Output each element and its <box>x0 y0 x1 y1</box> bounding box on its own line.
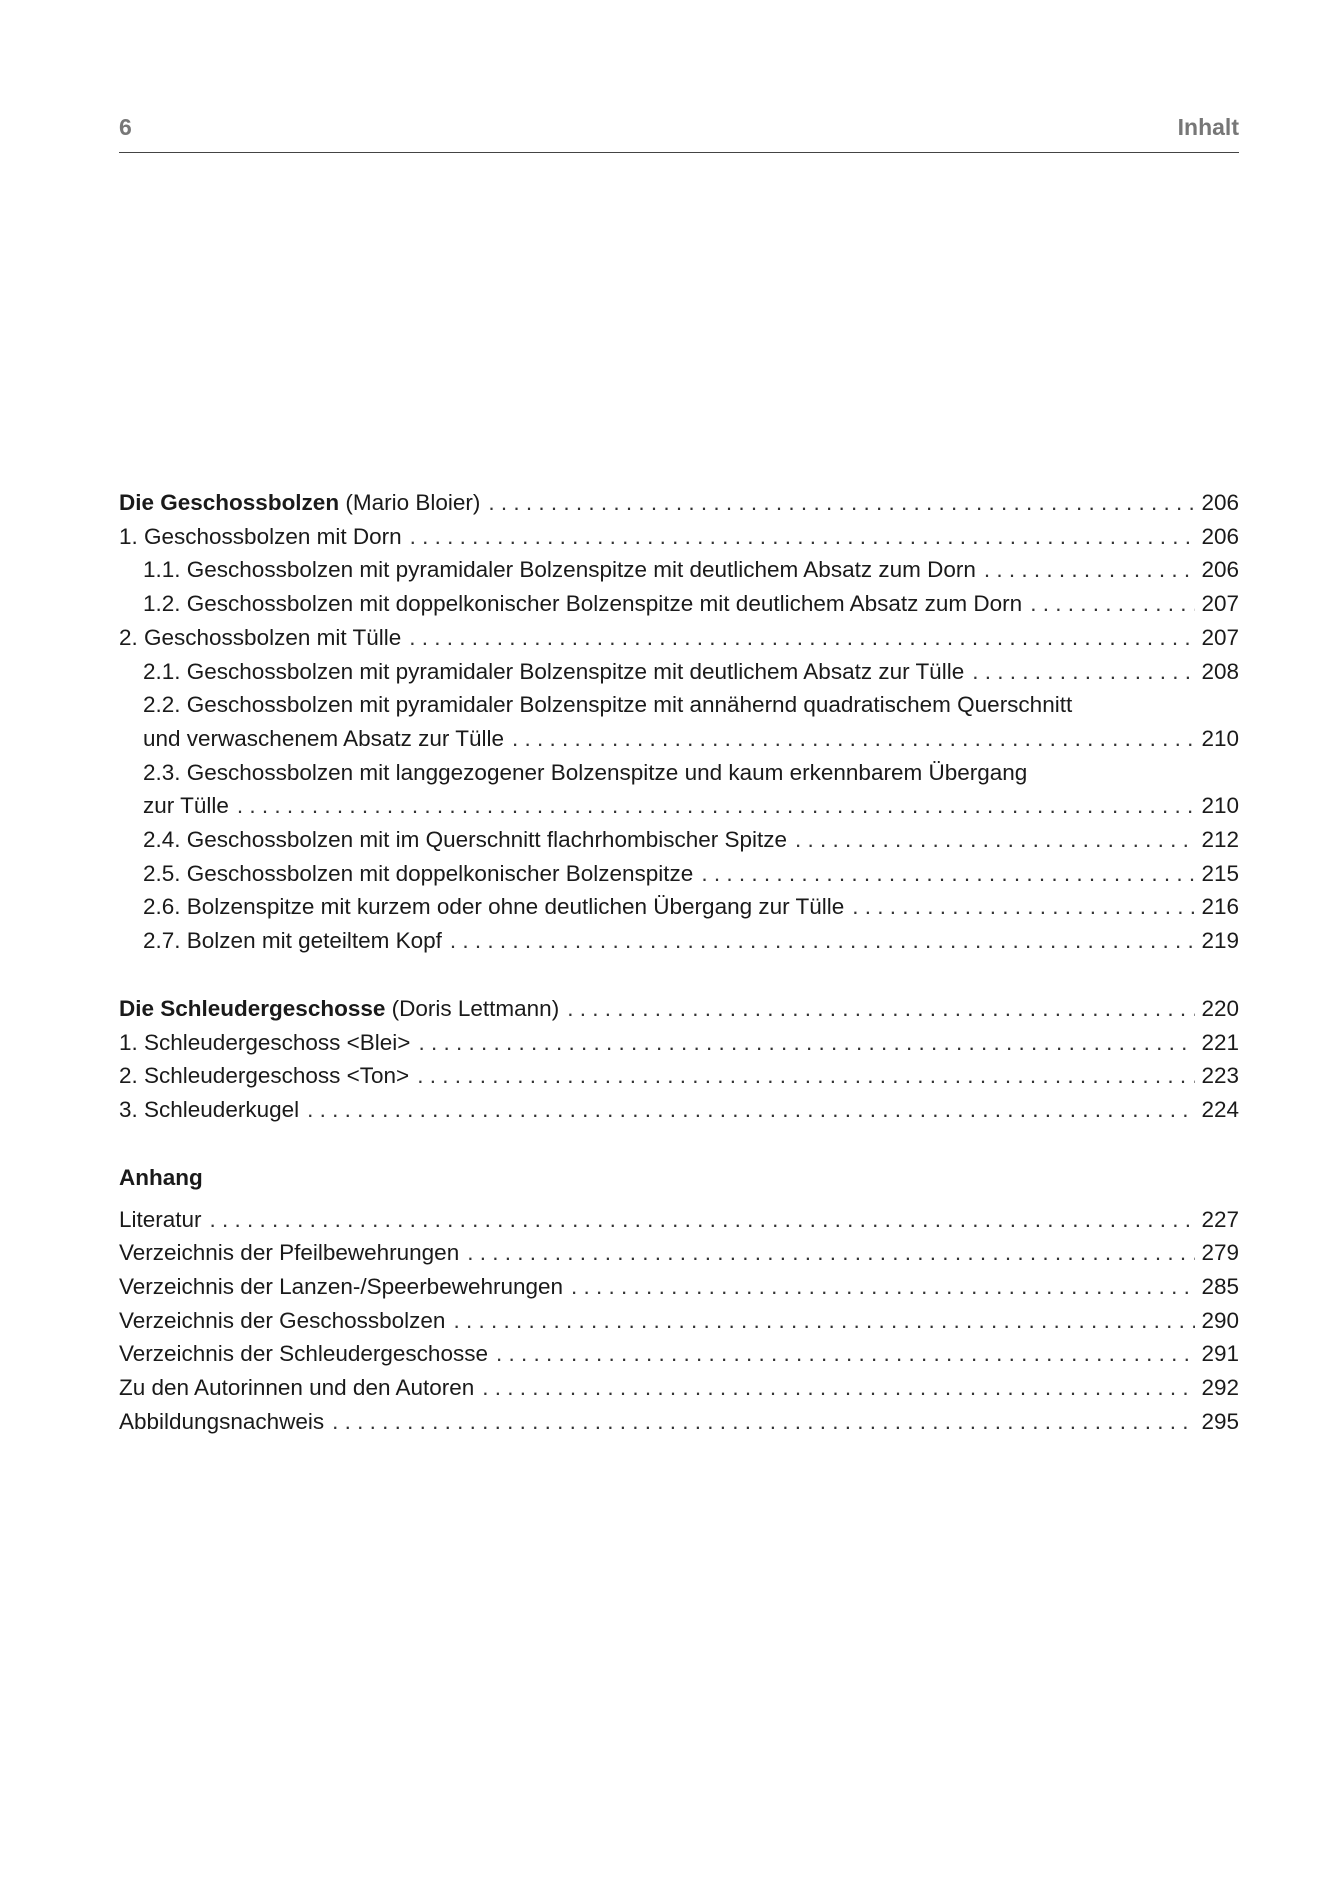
toc-entry <box>119 1203 1239 1237</box>
page-ref: 227 <box>1201 1206 1239 1232</box>
page-ref: 206 <box>1201 557 1239 583</box>
section-title: Die Schleudergeschosse <box>119 995 386 1021</box>
entry-title: Zu den Autorinnen und den Autoren <box>119 1375 475 1401</box>
header-rule <box>119 152 1239 153</box>
toc-subentry <box>119 823 1239 857</box>
leader-dots <box>567 992 1195 1026</box>
section-spacer <box>119 958 1239 992</box>
toc-subentry <box>119 890 1239 924</box>
entry-title: 2.5. Geschossbolzen mit doppelkonischer Bolzenspitze <box>143 860 694 886</box>
toc-subentry <box>119 553 1239 587</box>
leader-dots <box>972 655 1195 689</box>
leader-dots <box>488 486 1195 520</box>
toc-entry <box>119 1405 1239 1439</box>
entry-title: 1. Schleudergeschoss <Blei> <box>119 1029 411 1055</box>
leader-dots <box>210 1203 1196 1237</box>
page-ref: 220 <box>1201 995 1239 1021</box>
entry-title: 3. Schleuderkugel <box>119 1096 300 1122</box>
leader-dots <box>409 621 1195 655</box>
entry-title: 1.2. Geschossbolzen mit doppelkonischer Bolzenspitze mit deutlichem Absatz zum Dorn <box>143 591 1023 617</box>
toc-subentry <box>119 857 1239 891</box>
entry-title: Abbildungsnachweis <box>119 1408 325 1434</box>
toc-section-geschossbolzen <box>119 486 1239 520</box>
leader-dots <box>512 722 1195 756</box>
entry-title: Verzeichnis der Lanzen-/Speerbewehrungen <box>119 1274 564 1300</box>
page-ref: 219 <box>1201 928 1239 954</box>
page-ref: 292 <box>1201 1375 1239 1401</box>
toc-entry <box>119 1236 1239 1270</box>
leader-dots <box>237 789 1196 823</box>
toc-entry <box>119 1026 1239 1060</box>
entry-title-line1: 2.3. Geschossbolzen mit langgezogener Bolzenspitze und kaum erkennbarem Übergang <box>143 759 1028 785</box>
entry-title: 2.6. Bolzenspitze mit kurzem oder ohne deutlichen Übergang zur Tülle <box>143 894 845 920</box>
page-ref: 210 <box>1201 725 1239 751</box>
section-author: (Mario Bloier) <box>345 490 481 515</box>
toc-subentry <box>119 587 1239 621</box>
toc-entry <box>119 1059 1239 1093</box>
toc-subentry <box>119 722 1239 756</box>
anhang-title: Anhang <box>119 1164 203 1190</box>
page-ref: 223 <box>1201 1063 1239 1089</box>
running-head-label: Inhalt <box>1177 114 1239 140</box>
leader-dots <box>701 857 1195 891</box>
entry-title: 2. Geschossbolzen mit Tülle <box>119 624 402 650</box>
leader-dots <box>307 1093 1195 1127</box>
page-ref: 285 <box>1201 1274 1239 1300</box>
page-ref: 210 <box>1201 793 1239 819</box>
page-ref: 215 <box>1201 860 1239 886</box>
running-head <box>119 114 1239 141</box>
table-of-contents <box>119 486 1239 1439</box>
page-number: 6 <box>119 114 132 140</box>
entry-title: 1. Geschossbolzen mit Dorn <box>119 523 402 549</box>
entry-title: 2.7. Bolzen mit geteiltem Kopf <box>143 928 442 954</box>
leader-dots <box>332 1405 1195 1439</box>
toc-entry <box>119 1337 1239 1371</box>
page-ref: 295 <box>1201 1408 1239 1434</box>
leader-dots <box>496 1337 1195 1371</box>
section-title: Die Geschossbolzen <box>119 490 340 515</box>
page-ref: 208 <box>1201 658 1239 684</box>
page-ref: 224 <box>1201 1096 1239 1122</box>
entry-title: 2. Schleudergeschoss <Ton> <box>119 1063 410 1089</box>
leader-dots <box>467 1236 1195 1270</box>
toc-entry <box>119 1371 1239 1405</box>
entry-title: Verzeichnis der Pfeilbewehrungen <box>119 1240 460 1266</box>
leader-dots <box>1030 587 1195 621</box>
toc-subentry <box>119 924 1239 958</box>
leader-dots <box>571 1270 1195 1304</box>
leader-dots <box>453 1304 1195 1338</box>
page-ref: 221 <box>1201 1029 1239 1055</box>
toc-entry <box>119 520 1239 554</box>
toc-subentry <box>119 789 1239 823</box>
leader-dots <box>795 823 1195 857</box>
page-ref: 279 <box>1201 1240 1239 1266</box>
leader-dots <box>418 1026 1195 1060</box>
entry-title: Literatur <box>119 1206 202 1232</box>
page-ref: 207 <box>1201 591 1239 617</box>
toc-entry <box>119 621 1239 655</box>
page-ref: 291 <box>1201 1341 1239 1367</box>
section-spacer <box>119 1127 1239 1161</box>
page-ref: 212 <box>1201 827 1239 853</box>
page-ref: 290 <box>1201 1307 1239 1333</box>
entry-title: 2.1. Geschossbolzen mit pyramidaler Bolzenspitze mit deutlichem Absatz zur Tülle <box>143 658 965 684</box>
entry-title: Verzeichnis der Schleudergeschosse <box>119 1341 488 1367</box>
entry-title-line2: und verwaschenem Absatz zur Tülle <box>143 725 505 751</box>
entry-title: Verzeichnis der Geschossbolzen <box>119 1307 446 1333</box>
leader-dots <box>482 1371 1195 1405</box>
page-ref: 216 <box>1201 894 1239 920</box>
entry-title-line1: 2.2. Geschossbolzen mit pyramidaler Bolzenspitze mit annähernd quadratischem Querschnitt <box>143 692 1073 718</box>
leader-dots <box>984 553 1196 587</box>
entry-title: 1.1. Geschossbolzen mit pyramidaler Bolzenspitze mit deutlichem Absatz zum Dorn <box>143 557 976 583</box>
toc-entry <box>119 1093 1239 1127</box>
entry-title-line2: zur Tülle <box>143 793 229 819</box>
leader-dots <box>852 890 1195 924</box>
page-ref: 206 <box>1201 490 1239 515</box>
leader-dots <box>450 924 1196 958</box>
page-ref: 206 <box>1201 523 1239 549</box>
entry-title: 2.4. Geschossbolzen mit im Querschnitt flachrhombischer Spitze <box>143 827 788 853</box>
toc-entry <box>119 1304 1239 1338</box>
section-author: (Doris Lettmann) <box>391 995 560 1021</box>
leader-dots <box>417 1059 1195 1093</box>
page-ref: 207 <box>1201 624 1239 650</box>
toc-section-schleudergeschosse <box>119 992 1239 1026</box>
toc-entry <box>119 1270 1239 1304</box>
leader-dots <box>410 520 1196 554</box>
toc-subentry <box>119 655 1239 689</box>
